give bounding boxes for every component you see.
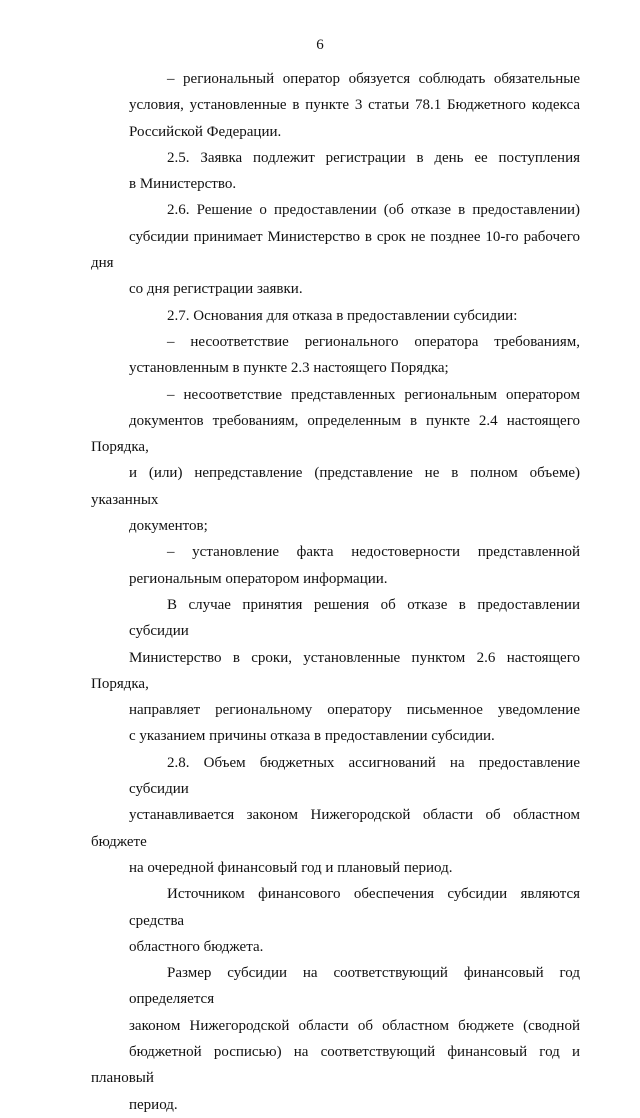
paragraph-refusal-notification xyxy=(91,592,580,750)
list-item-operator-requirements xyxy=(91,329,580,382)
paragraph-subsidy-amount xyxy=(91,960,580,1118)
text-line: в Министерство. xyxy=(129,176,237,193)
text-line: устанавливается законом Нижегородской области об областном бюджете xyxy=(91,807,580,850)
text-line: субсидии принимает Министерство в срок не позднее 10-го рабочего дня xyxy=(91,228,580,272)
text-line: 2.6. Решение о предоставлении (об отказе в предоставлении) xyxy=(167,202,580,219)
text-line: документов требованиям, определенным в пункте 2.4 настоящего Порядка, xyxy=(91,412,580,456)
text-line: установленным в пункте 2.3 настоящего Порядка; xyxy=(129,360,449,377)
text-line: – установление факта недостоверности представленной xyxy=(167,544,580,561)
text-line: Источником финансового обеспечения субсидии являются средства xyxy=(129,886,580,929)
text-line: региональным оператором информации. xyxy=(129,570,388,587)
text-line: на очередной финансовый год и плановый период. xyxy=(129,859,453,876)
paragraph-regional-operator-obligation xyxy=(91,66,580,145)
text-line: – несоответствие регионального оператора требованиям, xyxy=(167,333,580,350)
text-line: Министерство в сроки, установленные пунктом 2.6 настоящего Порядка, xyxy=(91,649,580,692)
text-line: 2.5. Заявка подлежит регистрации в день ее поступления xyxy=(167,149,580,166)
text-line: 2.8. Объем бюджетных ассигнований на предоставление субсидии xyxy=(129,754,580,798)
paragraph-2-8 xyxy=(91,750,580,881)
text-line: направляет региональному оператору письменное уведомление xyxy=(129,702,580,719)
list-item-false-information xyxy=(91,539,580,592)
paragraph-2-6 xyxy=(91,197,580,302)
text-line: 2.7. Основания для отказа в предоставлении субсидии: xyxy=(167,307,518,324)
paragraph-2-7 xyxy=(91,303,580,329)
text-line: со дня регистрации заявки. xyxy=(129,281,303,298)
text-line: Размер субсидии на соответствующий финансовый год определяется xyxy=(129,965,580,1008)
text-line: с указанием причины отказа в предоставлении субсидии. xyxy=(129,728,495,745)
text-line: областного бюджета. xyxy=(129,938,264,955)
text-line: период. xyxy=(129,1096,178,1113)
text-line: Российской Федерации. xyxy=(129,123,282,140)
text-line: В случае принятия решения об отказе в предоставлении субсидии xyxy=(129,596,580,640)
paragraph-2-5 xyxy=(91,145,580,198)
document-body xyxy=(91,66,580,1118)
text-line: законом Нижегородской области об областном бюджете (сводной xyxy=(129,1017,580,1034)
text-line: и (или) непредставление (представление не в полном объеме) указанных xyxy=(91,465,580,508)
text-line: – региональный оператор обязуется соблюдать обязательные xyxy=(167,71,580,87)
text-line: бюджетной росписью) на соответствующий финансовый год и плановый xyxy=(91,1043,580,1087)
text-line: документов; xyxy=(129,518,208,535)
text-line: условия, установленные в пункте 3 статьи 78.1 Бюджетного кодекса xyxy=(129,97,580,114)
text-line: – несоответствие представленных региональным оператором xyxy=(167,386,580,403)
list-item-documents-requirements xyxy=(91,382,580,540)
paragraph-funding-source xyxy=(91,881,580,960)
page-number: 6 xyxy=(316,37,324,53)
